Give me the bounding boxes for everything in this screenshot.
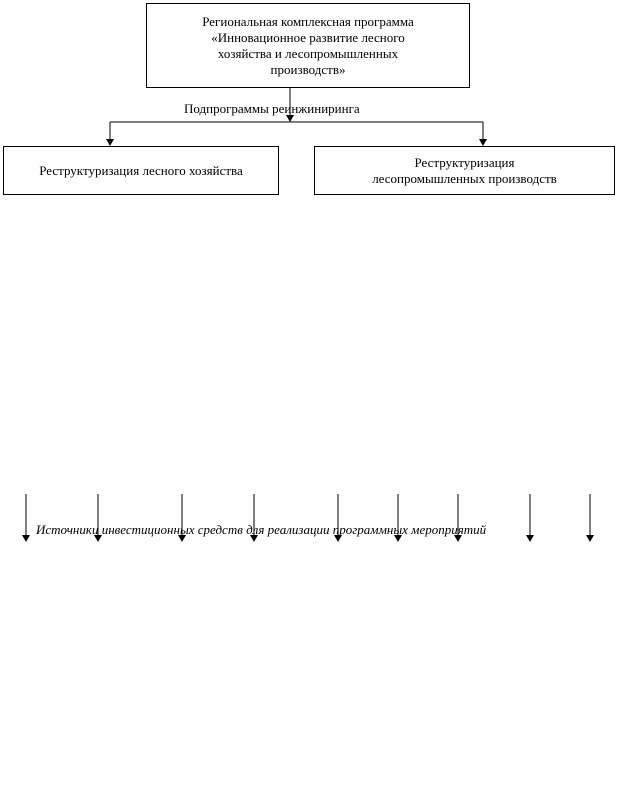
program-line-3: хозяйства и лесопромышленных	[217, 45, 399, 61]
program-line-4: производств»	[270, 61, 346, 77]
subprogram-timber-line-1: Реструктуризация	[414, 154, 515, 170]
left-arrow-icon	[106, 139, 114, 146]
subprogram-timber-industry-box	[314, 146, 615, 195]
subprogram-timber-industry-text	[372, 155, 557, 187]
subprogram-timber-line-2: лесопромышленных производств	[372, 170, 557, 186]
subprograms-label: Подпрограммы реинжиниринга	[184, 101, 360, 116]
program-box-text	[202, 14, 414, 78]
subprogram-forestry-line-1: Реструктуризация лесного хозяйства	[39, 162, 243, 178]
source-arrow-icon-1	[22, 535, 30, 542]
subprogram-forestry-box	[3, 146, 279, 195]
program-line-1: Региональная комплексная программа	[202, 13, 414, 29]
source-arrow-icon-8	[526, 535, 534, 542]
right-arrow-icon	[479, 139, 487, 146]
subprogram-forestry-text	[39, 163, 243, 179]
program-line-2: «Инновационное развитие лесного	[211, 29, 405, 45]
investment-sources-label: Источники инвестиционных средств для реализации программных мероприятий	[36, 522, 487, 537]
source-arrow-icon-9	[586, 535, 594, 542]
program-box	[146, 3, 470, 88]
